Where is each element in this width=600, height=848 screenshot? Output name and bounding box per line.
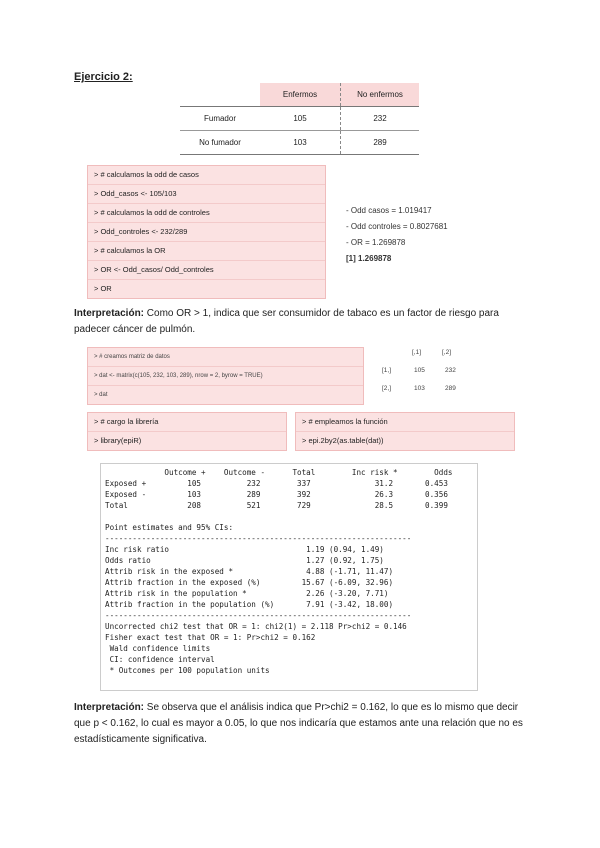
contingency-table [180,83,419,155]
code-line: > dat [94,392,108,398]
output-line: Exposed - 103 289 392 26.3 0.356 [105,490,448,499]
code-line: > OR [94,284,112,293]
odds-output-casos: - Odd casos = 1.019417 [346,206,432,215]
output-line: Odds ratio 1.27 (0.92, 1.75) [105,556,384,565]
code-line: > OR <- Odd_casos/ Odd_controles [88,261,325,280]
code-line: > # calculamos la odd de controles [88,204,325,223]
interpretation-1 [74,306,534,338]
output-line: Total 208 521 729 28.5 0.399 [105,501,448,510]
exercise-title: Ejercicio 2: [74,71,133,83]
output-line: CI: confidence interval [105,655,215,664]
output-line: Attrib fraction in the exposed (%) 15.67 (-6.09, 32.96) [105,578,394,587]
output-line: ------------------------------------------------------------------- [105,611,412,620]
cell: 105 [260,107,341,131]
code-block-odds [87,165,326,299]
cell: 289 [341,131,420,155]
interpretation-text: Se observa que el análisis indica que Pr>chi2 = 0.162, lo que es lo mismo que decir que p < 0.162, lo cual es mayor a 0.05, lo que nos indicaría que estamos ante una relación que no es estadísticamente significativa. [74,702,523,745]
code-block-matrix [87,347,364,405]
interpretation-label: Interpretación: [74,308,145,319]
cell: 103 [260,131,341,155]
code-line: > Odd_casos <- 105/103 [88,185,325,204]
code-block-library [87,412,287,451]
output-line: Attrib risk in the population * 2.26 (-3.20, 7.71) [105,589,389,598]
output-line: Inc risk ratio 1.19 (0.94, 1.49) [105,545,384,554]
matrix-row-label: [2,] [382,385,392,392]
col-header-enfermos: Enfermos [260,83,341,107]
code-line: > # calculamos la odd de casos [88,166,325,185]
output-line: * Outcomes per 100 population units [105,666,270,675]
code-line: > Odd_controles <- 232/289 [88,223,325,242]
output-line: Wald confidence limits [105,644,211,653]
row-label: Fumador [180,107,260,131]
odds-output-controles: - Odd controles = 0.8027681 [346,222,448,231]
code-line: > # empleamos la función [296,413,514,432]
interpretation-2 [74,700,530,748]
row-label: No fumador [180,131,260,155]
output-line: Attrib fraction in the population (%) 7.91 (-3.42, 18.00) [105,600,394,609]
matrix-cell: 232 [445,367,456,374]
table-row [180,131,419,155]
table-row [180,107,419,131]
matrix-col-header: [,2] [442,349,452,356]
code-line: > # creamos matriz de datos [88,348,363,367]
matrix-cell: 105 [414,367,425,374]
output-line: Attrib risk in the exposed * 4.88 (-1.71, 11.47) [105,567,394,576]
output-line: Exposed + 105 232 337 31.2 0.453 [105,479,448,488]
output-line: Outcome + Outcome - Total Inc risk * Odds [105,468,453,477]
code-line: > dat <- matrix(c(105, 232, 103, 289), nrow = 2, byrow = TRUE) [88,367,363,386]
matrix-cell: 289 [445,385,456,392]
cell: 232 [341,107,420,131]
code-line: > library(epiR) [94,436,142,445]
interpretation-text: Como OR > 1, indica que ser consumidor de tabaco es un factor de riesgo para padecer cáncer de pulmón. [74,308,499,335]
code-line: > # cargo la librería [88,413,286,432]
output-line: Point estimates and 95% CIs: [105,523,234,532]
col-header-no-enfermos: No enfermos [341,83,420,107]
output-line [105,511,473,522]
output-line: Uncorrected chi2 test that OR = 1: chi2(1) = 2.118 Pr>chi2 = 0.146 [105,622,407,631]
epi-2by2-output [100,463,478,691]
odds-output-or: - OR = 1.269878 [346,238,406,247]
matrix-row-label: [1,] [382,367,392,374]
code-line: > # calculamos la OR [88,242,325,261]
matrix-cell: 103 [414,385,425,392]
interpretation-label: Interpretación: [74,702,145,713]
output-line: Fisher exact test that OR = 1: Pr>chi2 = 0.162 [105,633,316,642]
output-line: ------------------------------------------------------------------- [105,534,412,543]
code-line: > epi.2by2(as.table(dat)) [302,436,384,445]
matrix-col-header: [,1] [412,349,422,356]
or-result: [1] 1.269878 [346,254,392,263]
code-block-function [295,412,515,451]
